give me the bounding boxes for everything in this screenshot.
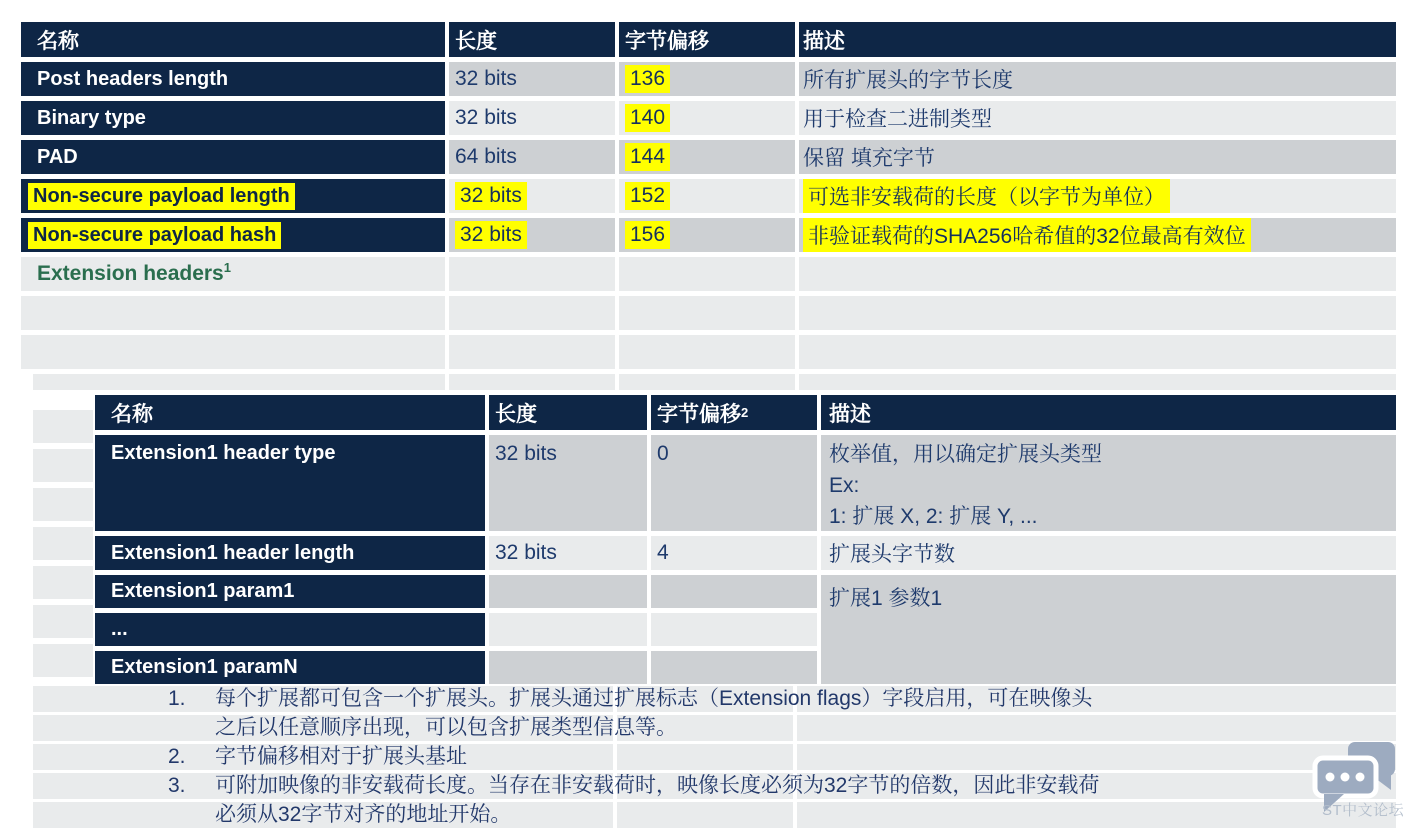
empty-row-cell [449,374,615,390]
inner-row-name: ... [95,613,485,646]
desc-highlight: 可选非安载荷的长度（以字节为单位） [803,179,1170,213]
footnote-ref-1: 1 [223,260,231,275]
section-row-empty [449,257,615,291]
empty-row-cell [21,296,445,330]
outer-row-offset [619,62,795,96]
empty-row-cell [619,374,795,390]
inner-row-name: Extension1 header type [95,435,485,531]
footnote-band [797,802,1396,828]
outer-row-desc: 保留 填充字节 [799,140,1396,174]
inner-row-empty [651,613,817,646]
name-highlight: Non-secure payload hash [28,222,281,249]
section-row-label-cell [21,257,445,291]
outer-row-offset [619,218,795,252]
footnote-band [617,802,793,828]
footnote-band [617,744,793,770]
inner-row-length: 32 bits [489,435,647,531]
footnote-number: 3. [168,774,186,797]
watermark-label: ST中文论坛 [1322,802,1405,819]
empty-row-cell [619,296,795,330]
footnote-text: 必须从32字节对齐的地址开始。 [215,803,512,826]
outer-row-name [21,179,445,213]
empty-row-cell [799,374,1396,390]
desc-line: 1: 扩展 X, 2: 扩展 Y, ... [829,505,1038,528]
outer-row-name: Binary type [21,101,445,135]
outer-header-name: 名称 [21,22,445,57]
empty-row-cell [799,296,1396,330]
empty-row-cell [619,335,795,369]
left-gutter-row [33,488,93,521]
outer-row-offset [619,179,795,213]
inner-row-offset: 4 [651,536,817,570]
inner-header-length: 长度 [489,395,647,430]
inner-row-desc [821,435,1396,531]
offset-highlight: 136 [625,65,670,93]
section-row-empty [799,257,1396,291]
left-gutter-row [33,527,93,560]
footnote-text: 可附加映像的非安载荷长度。当存在非安载荷时，映像长度必须为32字节的倍数，因此非安载荷 [215,774,1100,797]
desc-highlight: 非验证载荷的SHA256哈希值的32位最高有效位 [803,218,1251,252]
offset-highlight: 144 [625,143,670,171]
footnote-text: 每个扩展都可包含一个扩展头。扩展头通过扩展标志（Extension flags）字段启用，可在映像头 [215,687,1093,710]
offset-highlight: 152 [625,182,670,210]
name-highlight: Non-secure payload length [28,183,295,210]
outer-row-offset [619,101,795,135]
empty-row-cell [449,335,615,369]
outer-row-length: 32 bits [449,62,615,96]
outer-row-desc [799,218,1396,252]
section-row-empty [619,257,795,291]
inner-row-desc: 扩展头字节数 [821,536,1396,570]
outer-row-length [449,179,615,213]
inner-merged-desc: 扩展1 参数1 [821,575,1396,684]
inner-row-empty [651,651,817,684]
offset-highlight: 156 [625,221,670,249]
empty-row-cell [21,335,445,369]
outer-row-length: 32 bits [449,101,615,135]
outer-row-name [21,218,445,252]
empty-row-cell [449,296,615,330]
outer-row-length: 64 bits [449,140,615,174]
left-gutter-row [33,566,93,599]
inner-row-empty [489,613,647,646]
outer-row-desc: 用于检查二进制类型 [799,101,1396,135]
left-gutter-row [33,410,93,443]
footnote-band [797,715,1396,741]
offset-highlight: 140 [625,104,670,132]
footnote-number: 1. [168,687,186,710]
inner-row-name: Extension1 param1 [95,575,485,608]
desc-line: Ex: [829,474,860,497]
outer-header-desc: 描述 [799,22,1396,57]
inner-row-offset: 0 [651,435,817,531]
length-highlight: 32 bits [455,221,527,249]
outer-row-desc: 所有扩展头的字节长度 [799,62,1396,96]
inner-header-offset: 字节偏移 2 [651,395,817,430]
footnote-text: 字节偏移相对于扩展头基址 [215,745,467,768]
left-gutter-row [33,449,93,482]
desc-line: 枚举值，用以确定扩展头类型 [829,443,1102,466]
left-gutter-row [33,644,93,677]
outer-row-name: Post headers length [21,62,445,96]
outer-row-length [449,218,615,252]
inner-header-name: 名称 [95,395,485,430]
inner-row-name: Extension1 paramN [95,651,485,684]
left-gutter-row [33,605,93,638]
outer-header-offset: 字节偏移 [619,22,795,57]
outer-row-name: PAD [21,140,445,174]
footnote-text: 之后以任意顺序出现，可以包含扩展类型信息等。 [215,716,677,739]
empty-row-cell [33,374,445,390]
inner-row-length: 32 bits [489,536,647,570]
outer-header-length: 长度 [449,22,615,57]
section-label: Extension headers$^1$ [37,260,231,285]
inner-row-empty [489,575,647,608]
inner-row-empty [489,651,647,684]
inner-row-name: Extension1 header length [95,536,485,570]
length-highlight: 32 bits [455,182,527,210]
outer-row-offset [619,140,795,174]
footnote-number: 2. [168,745,186,768]
footnote-band [797,744,1396,770]
outer-row-desc [799,179,1396,213]
empty-row-cell [799,335,1396,369]
inner-header-desc: 描述 [821,395,1396,430]
inner-row-empty [651,575,817,608]
